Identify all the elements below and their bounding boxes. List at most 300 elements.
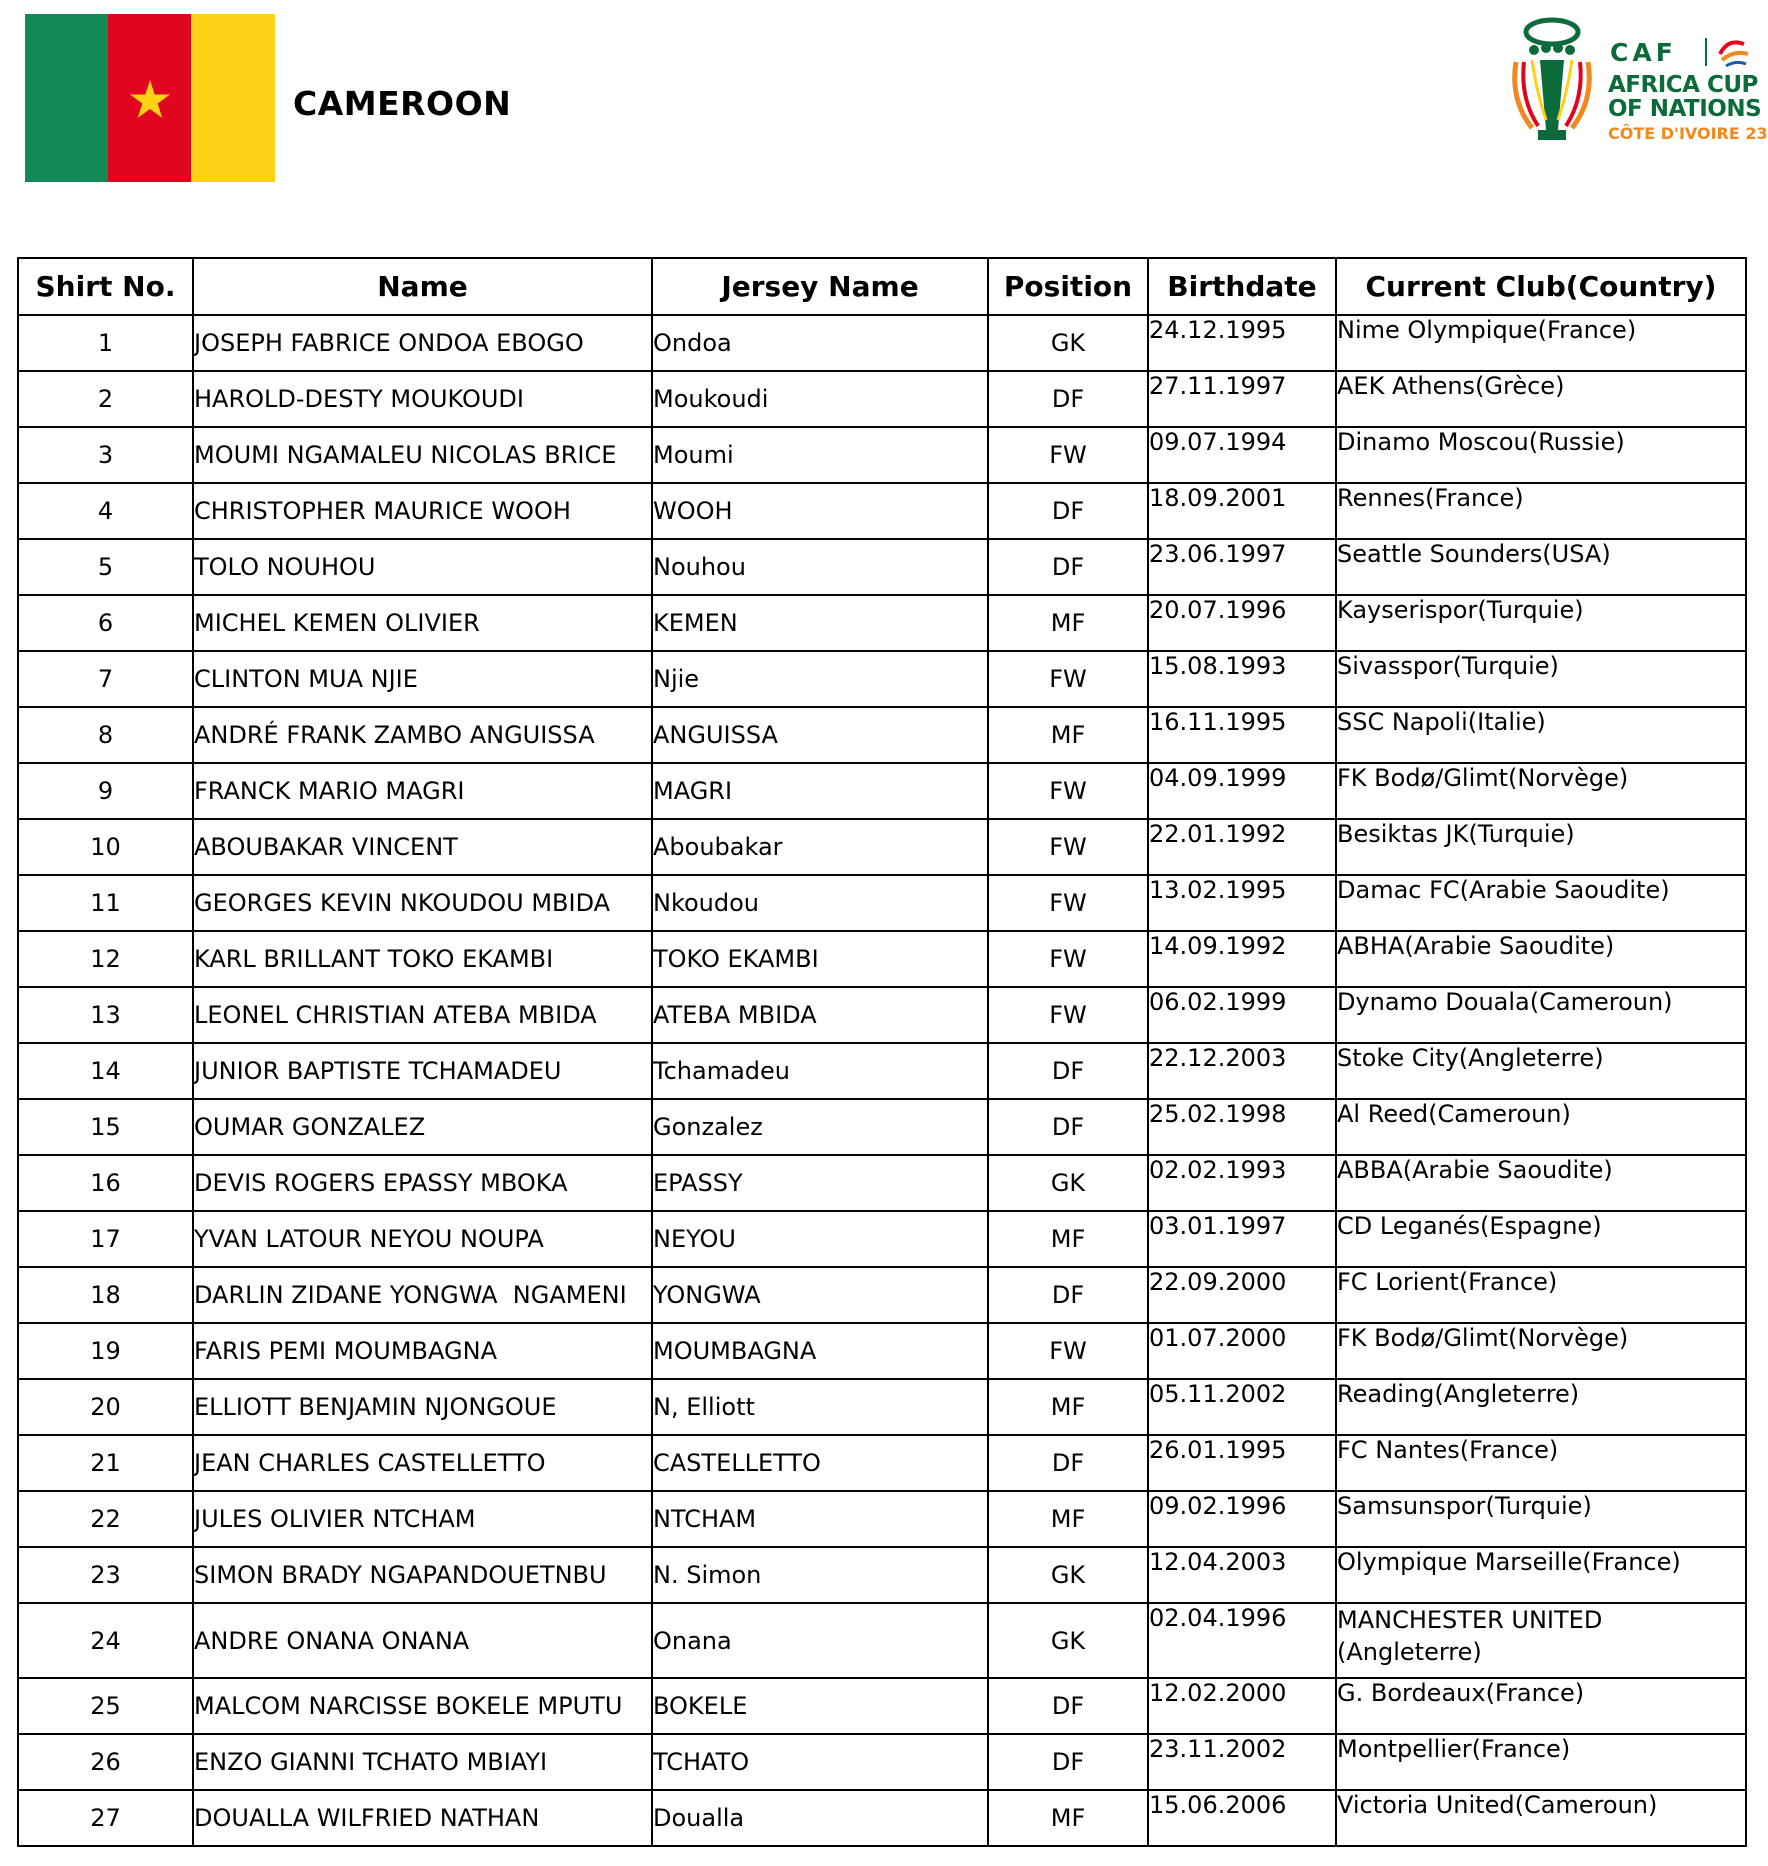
cell-name-text: ABOUBAKAR VINCENT — [194, 833, 458, 861]
table-row — [18, 1043, 1746, 1099]
afcon-logo — [1502, 10, 1768, 160]
cell-name-text: FARIS PEMI MOUMBAGNA — [194, 1337, 497, 1365]
cell-jersey-name — [652, 1379, 988, 1435]
cell-position-text: MF — [1050, 1804, 1086, 1832]
cell-name-text: CLINTON MUA NJIE — [194, 665, 418, 693]
cell-position-text: FW — [1049, 441, 1087, 469]
cell-current-club — [1336, 315, 1746, 371]
cell-name-text: ANDRE ONANA ONANA — [194, 1626, 470, 1655]
cell-shirt-no-text: 18 — [90, 1281, 121, 1309]
cell-birthdate — [1148, 1379, 1336, 1435]
cell-position — [988, 763, 1148, 819]
logo-line-2: OF NATIONS — [1608, 96, 1762, 122]
cell-jersey-name — [652, 763, 988, 819]
cell-current-club-text: Rennes(France) — [1337, 484, 1524, 512]
cell-position-text: FW — [1049, 833, 1087, 861]
cell-birthdate — [1148, 539, 1336, 595]
cell-shirt-no — [18, 427, 193, 483]
header-shirt-no: Shirt No. — [18, 258, 193, 315]
cell-jersey-name — [652, 1099, 988, 1155]
cell-birthdate — [1148, 1678, 1336, 1734]
cell-jersey-name-text: CASTELLETTO — [653, 1449, 821, 1477]
cell-jersey-name-text: NEYOU — [653, 1225, 736, 1253]
cell-shirt-no — [18, 1491, 193, 1547]
cell-position-text: MF — [1050, 1393, 1086, 1421]
cell-birthdate-text: 18.09.2001 — [1149, 484, 1287, 512]
cell-position-text: DF — [1051, 1692, 1085, 1720]
cell-current-club-text: Olympique Marseille(France) — [1337, 1548, 1681, 1576]
cell-current-club — [1336, 931, 1746, 987]
cell-shirt-no — [18, 1547, 193, 1603]
table-row — [18, 315, 1746, 371]
cell-position — [988, 819, 1148, 875]
cell-position — [988, 1678, 1148, 1734]
cell-shirt-no-text: 3 — [97, 441, 114, 469]
cell-position — [988, 1211, 1148, 1267]
cell-shirt-no — [18, 1211, 193, 1267]
cell-birthdate — [1148, 315, 1336, 371]
cell-name-text: SIMON BRADY NGAPANDOUETNBU — [194, 1561, 607, 1589]
cell-position-text: GK — [1050, 329, 1086, 357]
cell-position-text: MF — [1050, 1225, 1086, 1253]
cell-shirt-no — [18, 1099, 193, 1155]
cell-jersey-name-text: Nkoudou — [653, 889, 760, 917]
cell-birthdate-text: 13.02.1995 — [1149, 876, 1287, 904]
cell-name-text: TOLO NOUHOU — [194, 553, 376, 581]
table-row — [18, 1379, 1746, 1435]
cell-current-club — [1336, 1043, 1746, 1099]
cell-name — [193, 875, 652, 931]
cell-birthdate-text: 16.11.1995 — [1149, 708, 1287, 736]
cell-position — [988, 931, 1148, 987]
cell-birthdate-text: 09.07.1994 — [1149, 428, 1287, 456]
cell-birthdate-text: 22.09.2000 — [1149, 1268, 1287, 1296]
cell-jersey-name-text: TCHATO — [653, 1748, 750, 1776]
cell-shirt-no — [18, 1603, 193, 1678]
cell-current-club-text: G. Bordeaux(France) — [1337, 1679, 1585, 1707]
logo-separator — [1705, 38, 1707, 66]
cell-shirt-no-text: 17 — [90, 1225, 121, 1253]
cell-jersey-name — [652, 1790, 988, 1846]
table-header-row — [18, 258, 1746, 315]
cell-current-club — [1336, 371, 1746, 427]
cell-shirt-no-text: 25 — [90, 1692, 121, 1720]
cell-birthdate — [1148, 1734, 1336, 1790]
cell-birthdate-text: 22.01.1992 — [1149, 820, 1287, 848]
cell-jersey-name-text: Nouhou — [653, 553, 746, 581]
cell-jersey-name-text: ATEBA MBIDA — [653, 1001, 817, 1029]
country-title: CAMEROON — [293, 84, 512, 123]
cell-name-text: GEORGES KEVIN NKOUDOU MBIDA — [194, 889, 611, 917]
cell-jersey-name — [652, 1603, 988, 1678]
cell-name-text: HAROLD-DESTY MOUKOUDI — [194, 385, 524, 413]
cell-position-text: GK — [1050, 1626, 1086, 1655]
logo-line-3: CÔTE D'IVOIRE 23 — [1608, 124, 1768, 143]
cell-current-club — [1336, 707, 1746, 763]
cell-birthdate — [1148, 651, 1336, 707]
cell-shirt-no — [18, 1379, 193, 1435]
cell-jersey-name — [652, 1435, 988, 1491]
cell-birthdate — [1148, 875, 1336, 931]
cell-current-club — [1336, 1435, 1746, 1491]
table-row — [18, 1155, 1746, 1211]
cell-shirt-no — [18, 1678, 193, 1734]
cell-position — [988, 987, 1148, 1043]
cell-name — [193, 483, 652, 539]
cell-jersey-name-text: Njie — [653, 665, 700, 693]
cell-name-text: JUNIOR BAPTISTE TCHAMADEU — [194, 1057, 562, 1085]
cell-jersey-name — [652, 1267, 988, 1323]
cell-shirt-no — [18, 707, 193, 763]
cell-current-club-text: Samsunspor(Turquie) — [1337, 1492, 1592, 1520]
cell-shirt-no — [18, 315, 193, 371]
cell-current-club-text: ABBA(Arabie Saoudite) — [1337, 1156, 1613, 1184]
cell-shirt-no-text: 24 — [90, 1626, 121, 1655]
cell-jersey-name-text: N, Elliott — [653, 1393, 755, 1421]
cell-current-club — [1336, 1323, 1746, 1379]
cell-shirt-no-text: 22 — [90, 1505, 121, 1533]
cell-position — [988, 539, 1148, 595]
cell-current-club-text: Besiktas JK(Turquie) — [1337, 820, 1575, 848]
cell-name — [193, 987, 652, 1043]
cell-name-text: DOUALLA WILFRIED NATHAN — [194, 1804, 540, 1832]
cell-current-club-text: FC Nantes(France) — [1337, 1436, 1559, 1464]
cell-name — [193, 1734, 652, 1790]
cell-jersey-name-text: Doualla — [653, 1804, 745, 1832]
cell-shirt-no — [18, 1790, 193, 1846]
cell-position-text: DF — [1051, 1057, 1085, 1085]
cell-jersey-name — [652, 1043, 988, 1099]
table-row — [18, 651, 1746, 707]
cell-shirt-no — [18, 483, 193, 539]
cell-current-club-text: Victoria United(Cameroun) — [1337, 1791, 1658, 1819]
cell-birthdate — [1148, 371, 1336, 427]
cell-name-text: LEONEL CHRISTIAN ATEBA MBIDA — [194, 1001, 597, 1029]
cell-birthdate — [1148, 931, 1336, 987]
cell-position — [988, 707, 1148, 763]
table-row — [18, 483, 1746, 539]
cell-shirt-no-text: 10 — [90, 833, 121, 861]
cell-shirt-no — [18, 371, 193, 427]
cell-current-club — [1336, 539, 1746, 595]
cell-current-club-text: Reading(Angleterre) — [1337, 1380, 1580, 1408]
cell-position — [988, 1267, 1148, 1323]
cell-current-club — [1336, 1155, 1746, 1211]
cell-current-club-text: Stoke City(Angleterre) — [1337, 1044, 1604, 1072]
cell-birthdate-text: 12.04.2003 — [1149, 1548, 1287, 1576]
cell-jersey-name — [652, 819, 988, 875]
cell-shirt-no-text: 12 — [90, 945, 121, 973]
cell-shirt-no-text: 14 — [90, 1057, 121, 1085]
cell-name — [193, 1323, 652, 1379]
cell-current-club — [1336, 427, 1746, 483]
cell-shirt-no — [18, 763, 193, 819]
table-row — [18, 763, 1746, 819]
cell-position — [988, 315, 1148, 371]
cell-birthdate-text: 01.07.2000 — [1149, 1324, 1287, 1352]
cell-birthdate-text: 27.11.1997 — [1149, 372, 1287, 400]
cell-name — [193, 1547, 652, 1603]
cell-current-club-text: MANCHESTER UNITED (Angleterre) — [1337, 1606, 1603, 1666]
cell-shirt-no-text: 23 — [90, 1561, 121, 1589]
logo-brand: CAF — [1610, 38, 1677, 67]
table-row — [18, 987, 1746, 1043]
cell-birthdate-text: 23.06.1997 — [1149, 540, 1287, 568]
cell-shirt-no — [18, 987, 193, 1043]
cell-position-text: DF — [1051, 1449, 1085, 1477]
cell-current-club — [1336, 483, 1746, 539]
cell-name-text: ENZO GIANNI TCHATO MBIAYI — [194, 1748, 548, 1776]
cell-shirt-no-text: 16 — [90, 1169, 121, 1197]
cell-jersey-name-text: Tchamadeu — [653, 1057, 790, 1085]
cell-current-club-text: FK Bodø/Glimt(Norvège) — [1337, 764, 1629, 792]
cell-birthdate-text: 15.08.1993 — [1149, 652, 1287, 680]
table-row — [18, 1435, 1746, 1491]
cell-name — [193, 1603, 652, 1678]
cell-position-text: GK — [1050, 1561, 1086, 1589]
cell-jersey-name — [652, 315, 988, 371]
cell-name-text: MICHEL KEMEN OLIVIER — [194, 609, 480, 637]
squad-table-body — [18, 315, 1746, 1846]
header-current-club: Current Club(Country) — [1336, 258, 1746, 315]
cell-position — [988, 483, 1148, 539]
cell-shirt-no-text: 15 — [90, 1113, 121, 1141]
header-birthdate: Birthdate — [1148, 258, 1336, 315]
cell-jersey-name-text: Gonzalez — [653, 1113, 763, 1141]
cell-current-club — [1336, 1491, 1746, 1547]
cell-jersey-name-text: Onana — [653, 1626, 732, 1655]
cell-name — [193, 1790, 652, 1846]
cell-current-club — [1336, 1099, 1746, 1155]
cell-jersey-name — [652, 1155, 988, 1211]
cell-name-text: DARLIN ZIDANE YONGWA NGAMENI — [194, 1281, 627, 1309]
cell-birthdate-text: 22.12.2003 — [1149, 1044, 1287, 1072]
cell-name — [193, 707, 652, 763]
cell-current-club-text: Kayserispor(Turquie) — [1337, 596, 1584, 624]
cell-birthdate — [1148, 1491, 1336, 1547]
cell-jersey-name-text: Moumi — [653, 441, 734, 469]
cell-birthdate — [1148, 427, 1336, 483]
cell-position — [988, 1790, 1148, 1846]
cell-name — [193, 1379, 652, 1435]
cell-birthdate-text: 20.07.1996 — [1149, 596, 1287, 624]
cell-shirt-no — [18, 1734, 193, 1790]
cell-name-text: JULES OLIVIER NTCHAM — [194, 1505, 476, 1533]
table-row — [18, 819, 1746, 875]
trophy-icon — [1502, 10, 1602, 160]
cell-name-text: MOUMI NGAMALEU NICOLAS BRICE — [194, 441, 617, 469]
cell-current-club — [1336, 819, 1746, 875]
cell-current-club-text: AEK Athens(Grèce) — [1337, 372, 1565, 400]
cell-shirt-no-text: 13 — [90, 1001, 121, 1029]
cell-shirt-no — [18, 819, 193, 875]
cell-position-text: MF — [1050, 1505, 1086, 1533]
cell-shirt-no-text: 19 — [90, 1337, 121, 1365]
logo-line-1: AFRICA CUP — [1608, 72, 1758, 98]
cell-current-club-text: Al Reed(Cameroun) — [1337, 1100, 1571, 1128]
cell-name-text: YVAN LATOUR NEYOU NOUPA — [194, 1225, 544, 1253]
cell-current-club — [1336, 1379, 1746, 1435]
cell-birthdate — [1148, 1043, 1336, 1099]
header-jersey-name: Jersey Name — [652, 258, 988, 315]
cell-current-club — [1336, 595, 1746, 651]
table-row — [18, 1211, 1746, 1267]
cell-name — [193, 371, 652, 427]
table-row — [18, 1603, 1746, 1678]
cell-current-club — [1336, 1267, 1746, 1323]
cell-jersey-name-text: Moukoudi — [653, 385, 769, 413]
cell-birthdate-text: 24.12.1995 — [1149, 316, 1287, 344]
table-row — [18, 875, 1746, 931]
cell-position-text: FW — [1049, 889, 1087, 917]
cell-position-text: DF — [1051, 1113, 1085, 1141]
cell-name — [193, 819, 652, 875]
cell-current-club-text: Seattle Sounders(USA) — [1337, 540, 1611, 568]
cell-jersey-name-text: MOUMBAGNA — [653, 1337, 817, 1365]
cell-birthdate-text: 02.02.1993 — [1149, 1156, 1287, 1184]
cell-birthdate — [1148, 819, 1336, 875]
cell-jersey-name — [652, 1211, 988, 1267]
cell-jersey-name — [652, 987, 988, 1043]
cell-jersey-name — [652, 931, 988, 987]
cell-name — [193, 1099, 652, 1155]
cell-shirt-no-text: 11 — [90, 889, 121, 917]
cell-position-text: FW — [1049, 665, 1087, 693]
cell-birthdate-text: 15.06.2006 — [1149, 1791, 1287, 1819]
cell-birthdate — [1148, 1435, 1336, 1491]
cell-birthdate — [1148, 1603, 1336, 1678]
cell-birthdate-text: 25.02.1998 — [1149, 1100, 1287, 1128]
table-row — [18, 371, 1746, 427]
cell-current-club-text: Sivasspor(Turquie) — [1337, 652, 1559, 680]
cell-jersey-name — [652, 539, 988, 595]
cell-name — [193, 1267, 652, 1323]
cell-jersey-name — [652, 707, 988, 763]
cell-name — [193, 595, 652, 651]
cell-position — [988, 1043, 1148, 1099]
cell-jersey-name — [652, 1323, 988, 1379]
cell-current-club-text: Montpellier(France) — [1337, 1735, 1571, 1763]
cell-shirt-no — [18, 1043, 193, 1099]
table-row — [18, 1790, 1746, 1846]
cell-birthdate-text: 23.11.2002 — [1149, 1735, 1287, 1763]
cell-birthdate — [1148, 1790, 1336, 1846]
cell-name — [193, 763, 652, 819]
cell-current-club-text: Damac FC(Arabie Saoudite) — [1337, 876, 1670, 904]
cell-position — [988, 595, 1148, 651]
cell-current-club-text: Dynamo Douala(Cameroun) — [1337, 988, 1673, 1016]
cell-shirt-no-text: 26 — [90, 1748, 121, 1776]
cell-name — [193, 931, 652, 987]
cell-shirt-no-text: 9 — [97, 777, 114, 805]
cell-position-text: FW — [1049, 777, 1087, 805]
cell-shirt-no-text: 21 — [90, 1449, 121, 1477]
totalenergies-icon — [1714, 34, 1754, 70]
cell-shirt-no — [18, 931, 193, 987]
cell-shirt-no-text: 8 — [97, 721, 114, 749]
cell-shirt-no — [18, 1435, 193, 1491]
cell-shirt-no-text: 7 — [97, 665, 114, 693]
cell-shirt-no — [18, 1155, 193, 1211]
cell-position-text: MF — [1050, 609, 1086, 637]
table-row — [18, 707, 1746, 763]
cell-jersey-name — [652, 1734, 988, 1790]
cell-shirt-no — [18, 539, 193, 595]
cell-position-text: FW — [1049, 1337, 1087, 1365]
cell-name — [193, 315, 652, 371]
cell-jersey-name — [652, 483, 988, 539]
cell-shirt-no — [18, 651, 193, 707]
cell-jersey-name-text: WOOH — [653, 497, 733, 525]
cell-name — [193, 1435, 652, 1491]
table-row — [18, 427, 1746, 483]
cell-birthdate-text: 12.02.2000 — [1149, 1679, 1287, 1707]
cell-birthdate — [1148, 1267, 1336, 1323]
cell-current-club — [1336, 1547, 1746, 1603]
table-row — [18, 1323, 1746, 1379]
cell-position — [988, 1155, 1148, 1211]
cameroon-flag — [25, 14, 275, 182]
cell-position — [988, 651, 1148, 707]
cell-position-text: MF — [1050, 721, 1086, 749]
cell-jersey-name — [652, 875, 988, 931]
cell-name — [193, 1678, 652, 1734]
cell-name-text: ANDRÉ FRANK ZAMBO ANGUISSA — [194, 721, 595, 749]
header-name: Name — [193, 258, 652, 315]
cell-name-text: JEAN CHARLES CASTELLETTO — [194, 1449, 546, 1477]
cell-name — [193, 1491, 652, 1547]
cell-current-club-text: ABHA(Arabie Saoudite) — [1337, 932, 1615, 960]
cell-jersey-name-text: Aboubakar — [653, 833, 783, 861]
cell-position — [988, 1603, 1148, 1678]
cell-current-club-text: FC Lorient(France) — [1337, 1268, 1558, 1296]
cell-name — [193, 651, 652, 707]
cell-name-text: DEVIS ROGERS EPASSY MBOKA — [194, 1169, 568, 1197]
cell-birthdate — [1148, 1323, 1336, 1379]
cell-position-text: FW — [1049, 945, 1087, 973]
cell-birthdate — [1148, 595, 1336, 651]
cell-jersey-name-text: N. Simon — [653, 1561, 762, 1589]
cell-current-club — [1336, 1790, 1746, 1846]
cell-position — [988, 371, 1148, 427]
cell-birthdate-text: 26.01.1995 — [1149, 1436, 1287, 1464]
cell-jersey-name — [652, 595, 988, 651]
cell-birthdate-text: 14.09.1992 — [1149, 932, 1287, 960]
cell-jersey-name-text: Ondoa — [653, 329, 732, 357]
cell-shirt-no — [18, 1323, 193, 1379]
cell-position — [988, 875, 1148, 931]
cell-birthdate-text: 05.11.2002 — [1149, 1380, 1287, 1408]
cell-name — [193, 1155, 652, 1211]
cell-jersey-name — [652, 371, 988, 427]
cell-shirt-no-text: 6 — [97, 609, 114, 637]
cell-name-text: ELLIOTT BENJAMIN NJONGOUE — [194, 1393, 557, 1421]
cell-jersey-name-text: NTCHAM — [653, 1505, 757, 1533]
cell-position-text: DF — [1051, 497, 1085, 525]
table-row — [18, 539, 1746, 595]
cell-birthdate-text: 09.02.1996 — [1149, 1492, 1287, 1520]
cell-name-text: OUMAR GONZALEZ — [194, 1113, 426, 1141]
cell-birthdate-text: 02.04.1996 — [1149, 1604, 1287, 1632]
cell-position-text: GK — [1050, 1169, 1086, 1197]
cell-name — [193, 1043, 652, 1099]
cell-shirt-no — [18, 875, 193, 931]
cell-shirt-no-text: 4 — [97, 497, 114, 525]
cell-birthdate-text: 06.02.1999 — [1149, 988, 1287, 1016]
table-row — [18, 1547, 1746, 1603]
cell-jersey-name — [652, 1547, 988, 1603]
cell-current-club — [1336, 1678, 1746, 1734]
